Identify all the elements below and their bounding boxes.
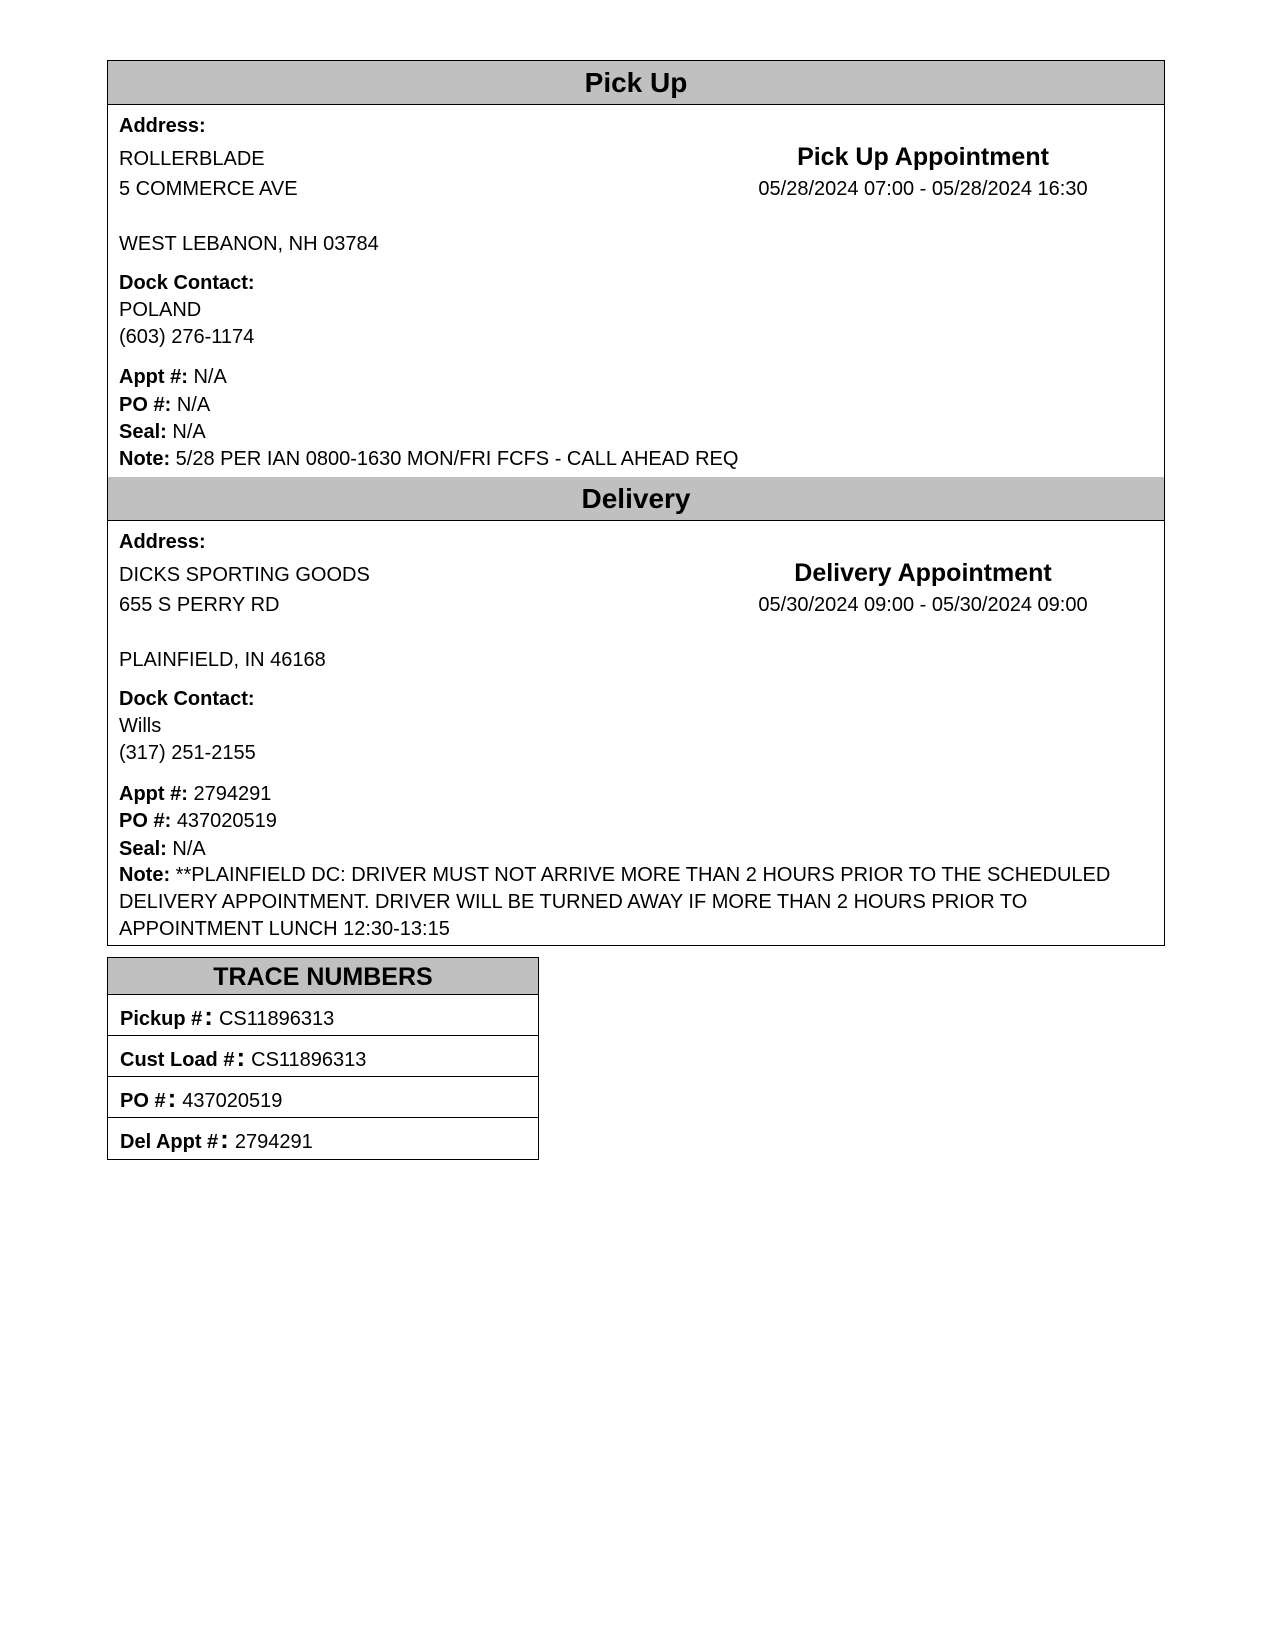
- delivery-po-number: PO #: 437020519: [119, 810, 277, 832]
- pickup-note: Note: 5/28 PER IAN 0800-1630 MON/FRI FCFS - CALL AHEAD REQ: [119, 448, 739, 470]
- delivery-note: Note: **PLAINFIELD DC: DRIVER MUST NOT ARRIVE MORE THAN 2 HOURS PRIOR TO THE SCHEDULED DELIVERY APPOINTMENT. DRIVER WILL BE TURNED AWAY IF MORE THAN 2 HOURS PRIOR TO APPOINTMENT LUNCH 12:30-13:15: [119, 864, 1111, 940]
- pickup-po-number: PO #: N/A: [119, 394, 211, 416]
- pickup-address-label: Address:: [119, 115, 206, 137]
- pickup-dock-contact-label: Dock Contact:: [119, 272, 255, 294]
- pickup-address-line-1: ROLLERBLADE: [119, 148, 265, 170]
- delivery-dock-contact-name: Wills: [119, 715, 162, 737]
- delivery-appointment-range: 05/30/2024 09:00 - 05/30/2024 09:00: [758, 594, 1088, 616]
- pickup-appointment-range: 05/28/2024 07:00 - 05/28/2024 16:30: [758, 178, 1088, 200]
- pickup-appt-number: Appt #: N/A: [119, 366, 227, 388]
- delivery-address-label: Address:: [119, 531, 206, 553]
- trace-row-po: PO #: 437020519: [108, 1077, 538, 1118]
- delivery-appt-number: Appt #: 2794291: [119, 783, 272, 805]
- trace-row-del-appt: Del Appt #: 2794291: [120, 1124, 313, 1154]
- trace-numbers-header: TRACE NUMBERS: [108, 958, 538, 995]
- pickup-section: [107, 60, 1165, 478]
- delivery-address-line-1: DICKS SPORTING GOODS: [119, 564, 370, 586]
- trace-row-cust-load: Cust Load #: CS11896313: [108, 1036, 538, 1077]
- trace-row-pickup: Pickup #: CS11896313: [108, 995, 538, 1036]
- pickup-dock-contact-phone: (603) 276-1174: [119, 326, 255, 348]
- delivery-dock-contact-label: Dock Contact:: [119, 688, 255, 710]
- pickup-seal: Seal: N/A: [119, 421, 206, 443]
- pickup-address-line-2: 5 COMMERCE AVE: [119, 178, 298, 200]
- trace-numbers-table: [107, 957, 539, 1160]
- delivery-section: [107, 477, 1165, 946]
- pickup-address-line-3: WEST LEBANON, NH 03784: [119, 233, 379, 255]
- delivery-address-line-2: 655 S PERRY RD: [119, 594, 280, 616]
- pickup-dock-contact-name: POLAND: [119, 299, 202, 321]
- pickup-appointment-title: Pick Up Appointment: [797, 143, 1049, 171]
- delivery-dock-contact-phone: (317) 251-2155: [119, 742, 256, 764]
- delivery-address-line-3: PLAINFIELD, IN 46168: [119, 649, 326, 671]
- pickup-header: Pick Up: [108, 61, 1164, 105]
- delivery-seal: Seal: N/A: [119, 838, 206, 860]
- delivery-appointment-title: Delivery Appointment: [794, 559, 1052, 587]
- delivery-header: Delivery: [108, 477, 1164, 521]
